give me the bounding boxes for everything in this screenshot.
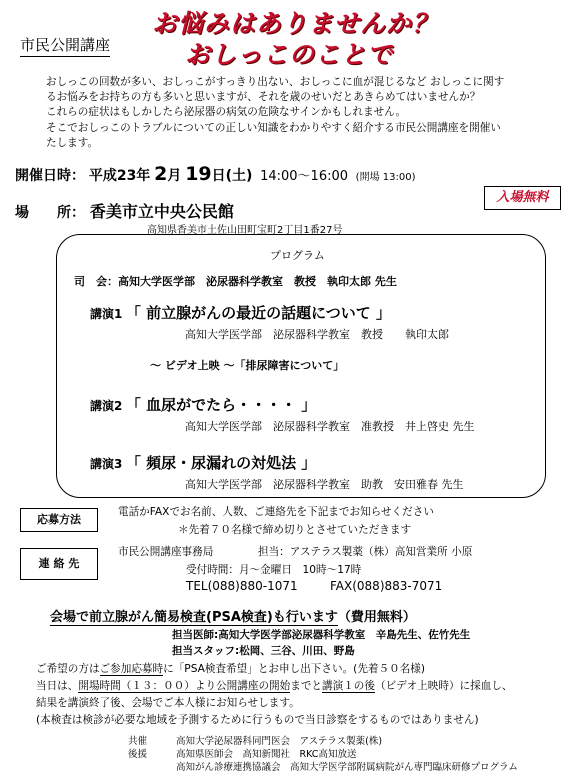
psa-note-2c: （ビデオ上映時）に採血し、	[375, 680, 513, 692]
psa-note-2u: 開場時間（１３：００）より公開講座の開始	[78, 680, 291, 692]
psa-note-3: 結果を講演終了後、会場でご本人様にお知らせします。	[36, 697, 300, 709]
host-label: 共催	[128, 736, 148, 747]
series-label: 市民公開講座	[20, 34, 110, 57]
contact-fax: FAX(088)883-7071	[330, 579, 443, 593]
contact-hours: 受付時間：月〜金曜日 10時〜17時	[186, 564, 362, 576]
event-venue	[15, 199, 234, 222]
date-day-unit: 日	[211, 168, 226, 184]
psa-headline	[50, 606, 416, 625]
lecture-title: 「 血尿がでたら・・・・ 」	[125, 396, 317, 414]
support-names-2: 高知がん診療連携協議会 高知大学医学部附属病院がん専門臨床研修プログラム	[176, 762, 518, 773]
lecture-title: 「 前立腺がんの最近の話題について 」	[125, 304, 392, 322]
venue-label: 場 所：	[15, 205, 85, 221]
intro-line: これらの症状はもしかしたら泌尿器の病気の危険なサインかもしれません。	[46, 106, 407, 119]
contact-tel: TEL(088)880-1071	[186, 579, 298, 593]
apply-label: 応募方法	[20, 508, 98, 532]
contact-office: 市民公開講座事務局	[118, 546, 214, 558]
lecture-3-speaker: 高知大学医学部 泌尿器科学教室 助教 安田雅春 先生	[185, 478, 464, 491]
date-month: 2	[154, 163, 168, 185]
contact-person: 担当：アステラス製薬（株）高知営業所 小原	[258, 546, 473, 558]
psa-note-1u: ご参加応募時	[99, 663, 164, 675]
free-admission-badge: 入場無料	[484, 186, 561, 210]
doors-open: (開場 13:00)	[355, 172, 416, 183]
venue-name: 香美市立中央公民館	[89, 202, 234, 221]
date-month-unit: 月	[167, 168, 182, 184]
intro-line: そこでおしっこのトラブルについての正しい知識をわかりやすく紹介する市民公開講座を開催い	[46, 121, 501, 134]
lecture-1	[90, 302, 391, 323]
date-day: 19	[185, 163, 212, 185]
program-mc: 司 会：高知大学医学部 泌尿器科学教室 教授 執印太郎 先生	[74, 275, 397, 288]
date-weekday: (土)	[225, 168, 253, 184]
psa-headline-cost: （費用無料）	[337, 610, 416, 625]
headline-line1: お悩みはありませんか？	[152, 9, 439, 38]
lecture-2	[90, 394, 316, 415]
psa-headline-main: 会場で前立腺がん簡易検査(PSA検査)も行います	[50, 610, 338, 625]
headline-line2: おしっこのことで	[185, 40, 394, 69]
support-names-1: 高知県医師会 高知新聞社 RKC高知放送	[176, 749, 357, 760]
intro-paragraph	[46, 75, 561, 151]
lecture-1-speaker: 高知大学医学部 泌尿器科学教室 教授 執印太郎	[185, 328, 449, 341]
support-label: 後援	[128, 749, 148, 760]
apply-line1: 電話かFAXでお名前、人数、ご連絡先を下記までお知らせください	[118, 506, 434, 518]
intro-line: たします。	[46, 136, 99, 149]
psa-note-2b: までと	[290, 680, 323, 692]
psa-note-2u2: 講演１の後	[322, 680, 375, 692]
psa-staff: 担当スタッフ:松岡、三谷、川田、野島	[172, 645, 355, 657]
psa-note-1a: ご希望の方は	[36, 663, 100, 675]
intro-line: るお悩みをお持ちの方も多いと思いますが、それを歳のせいだとあきらめてはいませんか？	[46, 91, 481, 104]
lecture-number: 講演3	[90, 457, 123, 471]
psa-note-2	[36, 678, 513, 693]
date-era: 平成23年	[88, 168, 151, 184]
apply-line2: ＊先着７０名様で締め切りとさせていただきます	[178, 524, 412, 536]
psa-doctor: 担当医師:高知大学医学部泌尿器科学教室 辛島先生、佐竹先生	[172, 629, 471, 641]
lecture-2-speaker: 高知大学医学部 泌尿器科学教室 准教授 井上啓史 先生	[185, 420, 475, 433]
psa-note-1	[36, 661, 425, 676]
lecture-title: 「 頻尿・尿漏れの対処法 」	[125, 454, 317, 472]
program-title: プログラム	[270, 249, 325, 262]
intro-line: おしっこの回数が多い、おしっこがすっきり出ない、おしっこに血が混じるなど おしっこに関す	[46, 76, 505, 88]
venue-address: 高知県香美市土佐山田町宝町2丁目1番27号	[147, 225, 343, 236]
lecture-number: 講演2	[90, 399, 123, 413]
psa-note-1b: に「PSA検査希望」とお申し出下さい。(先着５０名様)	[163, 663, 426, 675]
date-label: 開催日時：	[15, 168, 85, 184]
lecture-3	[90, 452, 316, 473]
video-screening: 〜 ビデオ上映 〜「排尿障害について」	[150, 359, 345, 372]
contact-label: 連 絡 先	[20, 548, 98, 580]
lecture-number: 講演1	[90, 307, 123, 321]
psa-note-4: (本検査は検診が必要な地域を予測するために行うもので当日診察をするものではありません)	[36, 714, 479, 726]
event-date	[15, 163, 415, 185]
event-time: 14:00〜16:00	[260, 169, 349, 184]
host-names: 高知大学泌尿器科同門医会 アステラス製薬(株)	[176, 736, 383, 747]
psa-note-2a: 当日は、	[36, 680, 79, 692]
